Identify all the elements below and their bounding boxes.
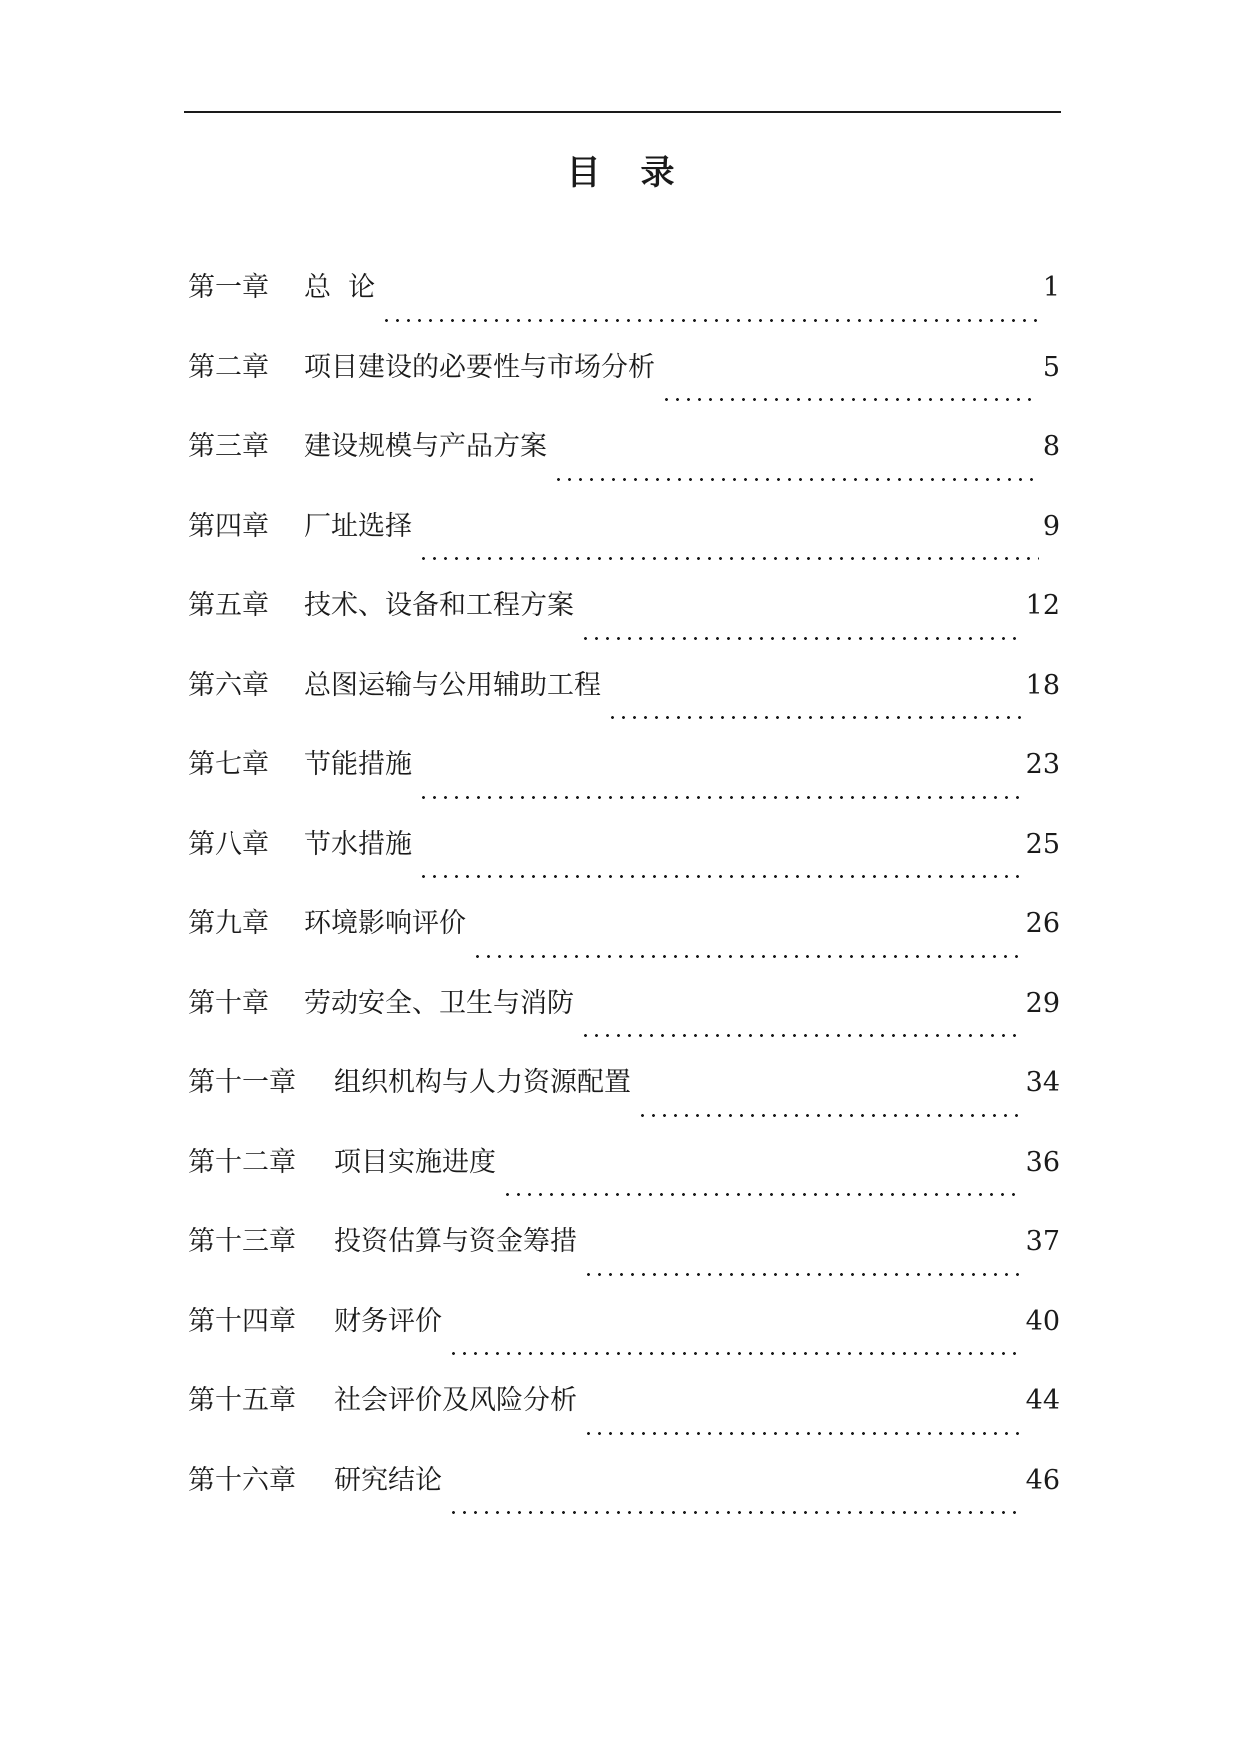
page-number: 18 bbox=[1025, 669, 1060, 701]
chapter-title: 建设规模与产品方案 bbox=[304, 431, 547, 462]
toc-title: 目录 bbox=[566, 153, 715, 193]
chapter-title: 厂址选择 bbox=[304, 510, 412, 542]
chapter-number: 第十章 bbox=[188, 987, 269, 1019]
chapter-title: 劳动安全、卫生与消防 bbox=[304, 987, 574, 1019]
chapter-number: 第八章 bbox=[188, 828, 269, 860]
page-number: 26 bbox=[1025, 908, 1060, 939]
chapter-number: 第四章 bbox=[188, 510, 269, 542]
toc-entry[interactable] bbox=[188, 268, 1060, 348]
dot-leader bbox=[448, 1329, 1022, 1359]
dot-leader bbox=[607, 693, 1022, 723]
toc-entry[interactable] bbox=[188, 348, 1060, 428]
chapter-number: 第五章 bbox=[188, 590, 269, 621]
dot-leader bbox=[637, 1091, 1022, 1121]
chapter-title: 节能措施 bbox=[304, 749, 412, 780]
dot-leader bbox=[580, 1011, 1022, 1041]
toc-entry[interactable] bbox=[188, 904, 1060, 984]
chapter-number: 第六章 bbox=[188, 669, 269, 701]
chapter-number: 第一章 bbox=[188, 272, 269, 303]
toc-entry[interactable] bbox=[188, 1381, 1060, 1461]
chapter-title: 总 论 bbox=[304, 272, 376, 303]
chapter-number: 第二章 bbox=[188, 351, 269, 383]
chapter-number: 第十二章 bbox=[188, 1146, 296, 1178]
toc-entry[interactable] bbox=[188, 427, 1060, 507]
dot-leader bbox=[418, 852, 1022, 882]
chapter-number: 第三章 bbox=[188, 431, 269, 462]
page-number: 44 bbox=[1025, 1385, 1060, 1416]
page-number: 29 bbox=[1025, 987, 1060, 1019]
chapter-title: 研究结论 bbox=[334, 1464, 442, 1496]
chapter-title: 社会评价及风险分析 bbox=[334, 1385, 577, 1416]
chapter-number: 第十一章 bbox=[188, 1067, 296, 1098]
chapter-number: 第十六章 bbox=[188, 1464, 296, 1496]
toc-entry[interactable] bbox=[188, 1302, 1060, 1382]
chapter-title: 节水措施 bbox=[304, 828, 412, 860]
page-number: 9 bbox=[1042, 510, 1060, 542]
chapter-title: 技术、设备和工程方案 bbox=[304, 590, 574, 621]
chapter-title: 组织机构与人力资源配置 bbox=[334, 1067, 631, 1098]
chapter-number: 第十三章 bbox=[188, 1226, 296, 1257]
dot-leader bbox=[580, 614, 1022, 644]
chapter-title: 财务评价 bbox=[334, 1305, 442, 1337]
header-rule bbox=[184, 111, 1061, 113]
toc-entry[interactable] bbox=[188, 1461, 1060, 1541]
page-number: 1 bbox=[1042, 272, 1060, 303]
toc-entry[interactable] bbox=[188, 586, 1060, 666]
chapter-title: 投资估算与资金筹措 bbox=[334, 1226, 577, 1257]
page-number: 25 bbox=[1025, 828, 1060, 860]
page-number: 12 bbox=[1025, 590, 1060, 621]
page-number: 36 bbox=[1025, 1146, 1060, 1178]
chapter-number: 第十四章 bbox=[188, 1305, 296, 1337]
dot-leader bbox=[472, 932, 1022, 962]
toc-entry[interactable] bbox=[188, 825, 1060, 905]
page-number: 40 bbox=[1025, 1305, 1060, 1337]
page-number: 8 bbox=[1042, 431, 1060, 462]
chapter-number: 第九章 bbox=[188, 908, 269, 939]
toc-entry[interactable] bbox=[188, 1143, 1060, 1223]
toc-entry[interactable] bbox=[188, 1063, 1060, 1143]
chapter-title: 环境影响评价 bbox=[304, 908, 466, 939]
chapter-title: 项目实施进度 bbox=[334, 1146, 496, 1178]
toc-entry[interactable] bbox=[188, 1222, 1060, 1302]
toc-entry[interactable] bbox=[188, 666, 1060, 746]
page-number: 37 bbox=[1025, 1226, 1060, 1257]
dot-leader bbox=[583, 1250, 1022, 1280]
page-number: 46 bbox=[1025, 1464, 1060, 1496]
dot-leader bbox=[553, 455, 1039, 485]
dot-leader bbox=[661, 375, 1039, 405]
dot-leader bbox=[448, 1488, 1022, 1518]
toc-entry[interactable] bbox=[188, 745, 1060, 825]
chapter-title: 总图运输与公用辅助工程 bbox=[304, 669, 601, 701]
dot-leader bbox=[502, 1170, 1022, 1200]
chapter-title: 项目建设的必要性与市场分析 bbox=[304, 351, 655, 383]
page-number: 34 bbox=[1025, 1067, 1060, 1098]
chapter-number: 第七章 bbox=[188, 749, 269, 780]
toc-entry[interactable] bbox=[188, 984, 1060, 1064]
toc-list bbox=[188, 268, 1060, 1540]
dot-leader bbox=[583, 1409, 1022, 1439]
dot-leader bbox=[418, 773, 1022, 803]
dot-leader bbox=[418, 534, 1039, 564]
page-number: 23 bbox=[1025, 749, 1060, 780]
dot-leader bbox=[381, 296, 1039, 326]
toc-entry[interactable] bbox=[188, 507, 1060, 587]
page-number: 5 bbox=[1042, 351, 1060, 383]
chapter-number: 第十五章 bbox=[188, 1385, 296, 1416]
